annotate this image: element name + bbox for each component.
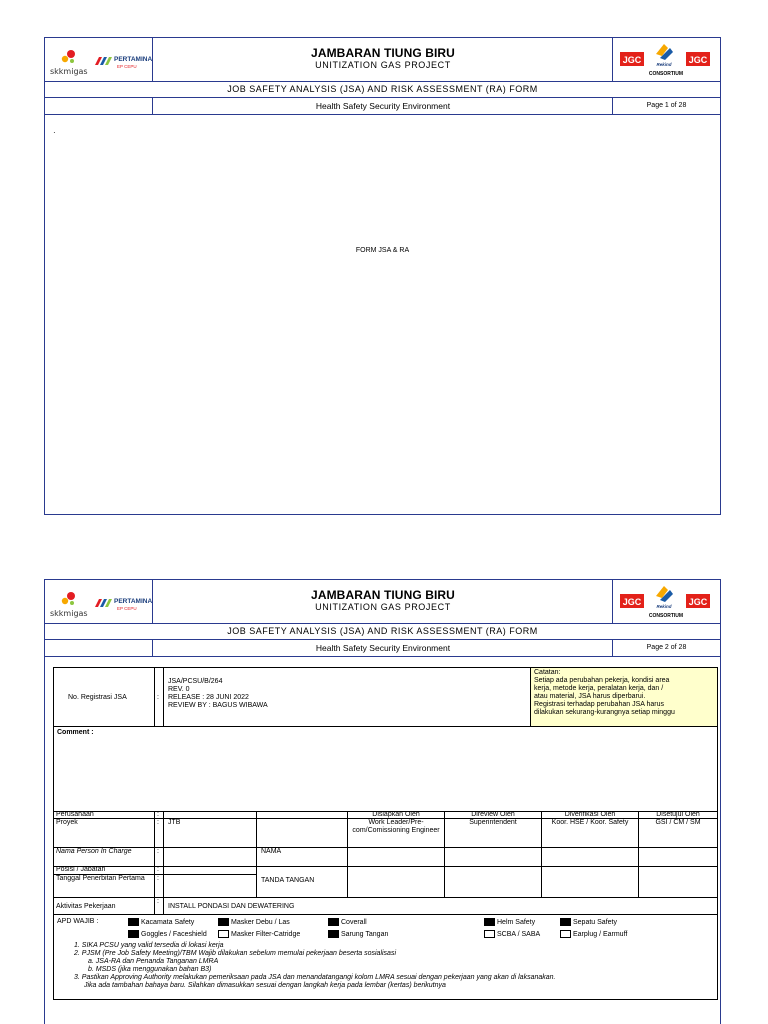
note-line: atau material, JSA harus diperbarui. (534, 693, 646, 700)
note-line: Registrasi terhadap perubahan JSA harus (534, 701, 664, 708)
svg-text:JGC: JGC (622, 55, 642, 65)
pic-label-cell (53, 847, 155, 867)
subheader-row (45, 640, 720, 657)
header-title-block (153, 580, 613, 624)
reg-value-cell (163, 667, 531, 727)
proyek-label-cell (53, 818, 155, 848)
approved-by-role: GSI / CM / SM (655, 819, 701, 826)
pic-label: Nama Person In Charge (56, 848, 132, 855)
apd-item-label: Masker Filter-Catridge (231, 930, 301, 938)
prepared-name[interactable] (347, 847, 445, 867)
apd-masker-debu[interactable] (218, 918, 290, 926)
pic-value[interactable] (163, 847, 257, 867)
apd-goggles[interactable] (128, 930, 207, 938)
tanggal-value[interactable] (163, 874, 257, 898)
verified-signature[interactable] (541, 866, 639, 898)
jgc-rekind-consortium-logo (616, 42, 716, 78)
apd-item-label: Sarung Tangan (341, 930, 389, 938)
form-label: FORM JSA & RA (355, 247, 410, 254)
colon: : (157, 898, 159, 905)
checkbox-empty-icon (560, 930, 571, 938)
apd-label: APD WAJIB : (57, 918, 99, 925)
pertamina-logo (93, 593, 153, 613)
note-line: kerja, metode kerja, peralatan kerja, dan / (534, 685, 664, 692)
verified-name[interactable] (541, 847, 639, 867)
skkmigas-logo (49, 46, 95, 76)
aktivitas-value-cell (163, 897, 718, 915)
reviewed-signature[interactable] (444, 866, 542, 898)
svg-text:PERTAMINA: PERTAMINA (114, 598, 153, 605)
svg-text:JGC: JGC (688, 597, 708, 607)
apd-item-label: Masker Debu / Las (231, 918, 290, 926)
tanggal-label: Tanggal Penerbitan Pertama (56, 875, 145, 882)
tanda-tangan-label: TANDA TANGAN (261, 877, 315, 884)
checkbox-checked-icon (560, 918, 571, 926)
instruction-line: 2. PJSM (Pre Job Safety Meeting)/TBM Wajib dilakukan sebelum memulai pekerjaan beserta sosialisasi (74, 950, 397, 957)
page-header (45, 580, 720, 624)
instruction-line: Jika ada tambahan bahaya baru. Silahkan dimasukkan sesuai dengan langkah kerja pada lembar (kertas) berikutnya (84, 982, 446, 989)
checkbox-checked-icon (484, 918, 495, 926)
apd-item-label: Earplug / Earmuff (573, 930, 628, 938)
svg-text:JGC: JGC (622, 597, 642, 607)
posisi-label: Posisi / Jabatan (56, 866, 106, 873)
proyek-value: JTB (168, 819, 181, 826)
apd-coverall[interactable] (328, 918, 367, 926)
checkbox-empty-icon (218, 930, 229, 938)
project-title: JAMBARAN TIUNG BIRU (311, 588, 455, 602)
note-line: dilakukan sekurang-kurangnya setiap minggu (534, 709, 675, 716)
department-label: Health Safety Security Environment (315, 643, 451, 653)
header-title-block (153, 38, 613, 82)
colon: : (157, 811, 159, 818)
note-line: Setiap ada perubahan pekerja, kondisi area (534, 677, 670, 684)
reg-number: JSA/PCSU/B/264 (168, 678, 223, 685)
blank-cell (45, 98, 153, 114)
tanda-tangan-label-cell (256, 866, 348, 898)
approved-by-header: Disetujui Oleh (656, 811, 700, 818)
colon: : (157, 694, 159, 701)
comment-box[interactable] (53, 726, 718, 812)
apd-item-label: Kacamata Safety (141, 918, 195, 926)
apd-item-label: Goggles / Faceshield (141, 930, 207, 938)
sign-role-cell (347, 818, 445, 848)
colon: : (157, 819, 159, 826)
reviewed-name[interactable] (444, 847, 542, 867)
apd-item-label: Sepatu Safety (573, 918, 617, 926)
svg-text:EP CEPU: EP CEPU (117, 606, 137, 611)
jgc-rekind-consortium-logo (616, 584, 716, 620)
apd-masker-filter[interactable] (218, 930, 300, 938)
svg-text:Rekind: Rekind (656, 62, 672, 67)
instruction-line: 3. Pastikan Approving Authority melakukan pemeriksaan pada JSA dan menandatangangi kolom LMRA sesuai dengan pekerjaan yang akan di laksanakan. (74, 974, 556, 981)
form-name: JOB SAFETY ANALYSIS (JSA) AND RISK ASSESSMENT (RA) FORM (45, 82, 720, 98)
project-subtitle: UNITIZATION GAS PROJECT (315, 602, 451, 612)
svg-text:EP CEPU: EP CEPU (117, 64, 137, 69)
reg-label: No. Registrasi JSA (68, 694, 127, 701)
prepared-by-header: Disiapkan Oleh (372, 811, 420, 818)
apd-sarung-tangan[interactable] (328, 930, 388, 938)
pertamina-logo (93, 51, 153, 71)
svg-text:CONSORTIUM: CONSORTIUM (648, 613, 684, 619)
perusahaan-label: Perusahaan (56, 811, 94, 818)
reg-label-cell (53, 667, 155, 727)
reg-release: RELEASE : 28 JUNI 2022 (168, 694, 249, 701)
colon: : (157, 848, 159, 855)
nama-label: NAMA (261, 848, 282, 855)
svg-text:JGC: JGC (688, 55, 708, 65)
form-name: JOB SAFETY ANALYSIS (JSA) AND RISK ASSESSMENT (RA) FORM (45, 624, 720, 640)
prepared-by-role: Work Leader/Pre-com/Comissioning Engineer (352, 819, 440, 834)
skkmigas-logo (49, 588, 95, 618)
tanggal-label-cell (53, 874, 155, 898)
page-number: Page 1 of 28 (612, 98, 720, 114)
page-header (45, 38, 720, 82)
apd-item-label: Helm Safety (497, 918, 536, 926)
colon: : (157, 866, 159, 873)
aktivitas-value: INSTALL PONDASI DAN DEWATERING (168, 903, 295, 910)
sign-role-cell (444, 818, 542, 848)
blank-cell (45, 640, 153, 656)
consortium-logos (612, 38, 720, 82)
prepared-signature[interactable] (347, 866, 445, 898)
bullet-mark: · (53, 128, 56, 137)
document-page-2 (44, 579, 721, 1024)
colon: : (157, 875, 159, 882)
proyek-value-cell (163, 818, 257, 848)
instruction-line: a. JSA-RA dan Penanda Tanganan LMRA (88, 958, 219, 965)
svg-text:Rekind: Rekind (656, 604, 672, 609)
checkbox-checked-icon (218, 918, 229, 926)
checkbox-checked-icon (328, 930, 339, 938)
document-page-1 (44, 37, 721, 515)
apd-sepatu[interactable] (560, 918, 617, 926)
apd-item-label: Coverall (341, 918, 367, 926)
svg-text:skkmigas: skkmigas (50, 67, 88, 76)
aktivitas-label: Aktivitas Pekerjaan (56, 903, 116, 910)
department-label: Health Safety Security Environment (315, 101, 451, 111)
client-logos (45, 38, 153, 82)
subheader-row (45, 98, 720, 115)
sign-role-cell (541, 818, 639, 848)
svg-text:skkmigas: skkmigas (50, 609, 88, 618)
apd-helm[interactable] (484, 918, 535, 926)
checkbox-checked-icon (128, 918, 139, 926)
approved-signature[interactable] (638, 866, 718, 898)
reg-reviewer: REVIEW BY : BAGUS WIBAWA (168, 702, 268, 709)
note-title: Catatan: (534, 669, 561, 676)
apd-earplug[interactable] (560, 930, 627, 938)
apd-section (53, 914, 718, 1000)
page-number: Page 2 of 28 (612, 640, 720, 656)
aktivitas-label-cell (53, 897, 155, 915)
note-box (530, 667, 718, 727)
apd-scba[interactable] (484, 930, 540, 938)
comment-label: Comment : (57, 729, 94, 736)
instruction-line: b. MSDS (jika menggunakan bahan B3) (88, 966, 212, 973)
sign-role-cell (638, 818, 718, 848)
reg-revision: REV. 0 (168, 686, 190, 693)
checkbox-empty-icon (484, 930, 495, 938)
reviewed-by-header: Direview Oleh (471, 811, 515, 818)
verified-by-role: Koor. HSE / Koor. Safety (551, 819, 629, 826)
approved-name[interactable] (638, 847, 718, 867)
project-title: JAMBARAN TIUNG BIRU (311, 46, 455, 60)
project-subtitle: UNITIZATION GAS PROJECT (315, 60, 451, 70)
verified-by-header: Diverifikasi Oleh (564, 811, 616, 818)
nama-label-cell (256, 847, 348, 867)
apd-item-label: SCBA / SABA (497, 930, 541, 938)
instruction-line: 1. SIKA PCSU yang valid tersedia di lokasi kerja (74, 942, 224, 949)
svg-text:CONSORTIUM: CONSORTIUM (648, 71, 684, 77)
reviewed-by-role: Superintendent (469, 819, 517, 826)
blank-cell (256, 818, 348, 848)
apd-kacamata[interactable] (128, 918, 194, 926)
consortium-logos (612, 580, 720, 624)
checkbox-checked-icon (328, 918, 339, 926)
checkbox-checked-icon (128, 930, 139, 938)
client-logos (45, 580, 153, 624)
proyek-label: Proyek (56, 819, 78, 826)
svg-text:PERTAMINA: PERTAMINA (114, 56, 153, 63)
